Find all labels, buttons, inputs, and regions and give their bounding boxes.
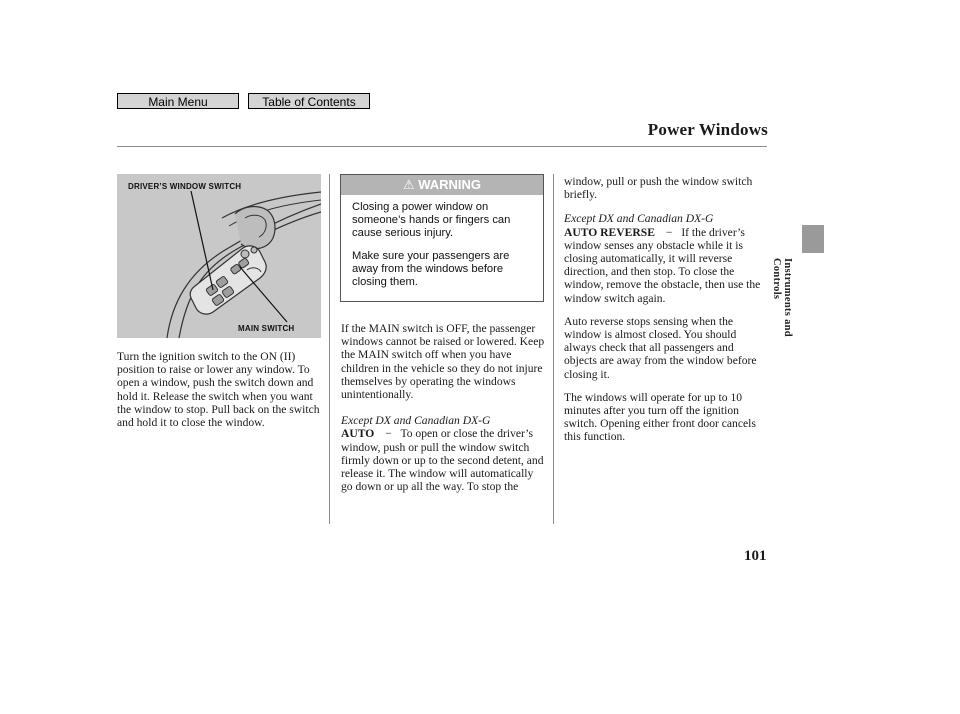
column-divider-left [329,174,330,524]
warning-text-2: Make sure your passengers are away from the windows before closing them. [352,250,510,288]
header-rule [117,146,767,147]
auto-text: To open or close the driver’s window, push or pull the window switch firmly down or up to the second detent, and release it. The window will automatically go down or up all the way. To stop the [341,427,544,494]
auto-reverse-paragraph [564,226,768,305]
timer-paragraph: The windows will operate for up to 10 minutes after you turn off the ignition switch. Opening either front door cancels this function. [564,390,756,444]
warning-text-1: Closing a power window on someone’s hands or fingers can cause serious injury. [352,201,511,239]
drivers-window-switch-label: DRIVER’S WINDOW SWITCH [128,182,242,191]
section-tab-marker [802,225,824,253]
auto-reverse-note: Auto reverse stops sensing when the window is almost closed. You should always check that all passengers and objects are away from the window before closing it. [564,314,757,381]
section-label: Instruments and Controls [771,258,793,337]
warning-header [341,175,543,195]
continuation-text: window, pull or push the window switch briefly. [564,175,753,202]
auto-reverse-dash: − [665,225,673,239]
column-2 [341,322,545,493]
main-switch-paragraph: If the MAIN switch is OFF, the passenger windows cannot be raised or lowered. Keep the MAIN switch off when you have children in the vehicle so they do not injure themselves by operating the windows unintentionally. [341,322,545,402]
warning-heading: WARNING [418,177,482,192]
auto-qualifier: Except DX and Canadian DX-G [341,414,491,428]
table-of-contents-button[interactable]: Table of Contents [248,93,370,109]
auto-reverse-text: If the driver’s window senses any obstacle while it is closing automatically, it will reverse direction, and then stop. To close the window, remove the obstacle, then use the window switch again. [564,225,761,305]
column-1 [117,350,322,429]
auto-heading: AUTO [341,427,375,441]
window-switch-illustration [117,174,321,338]
warning-triangle-icon: ⚠ [402,177,415,192]
column-divider-right [553,174,554,524]
warning-box [340,174,544,302]
warning-body [341,195,543,289]
door-panel-drawing [117,174,321,338]
page-number: 101 [744,548,767,564]
main-menu-button[interactable]: Main Menu [117,93,239,109]
auto-dash: − [385,427,392,441]
auto-reverse-qualifier: Except DX and Canadian DX-G [564,212,714,226]
auto-reverse-heading: AUTO REVERSE [564,225,655,239]
column-3 [564,175,768,444]
auto-paragraph [341,427,545,493]
page-title: Power Windows [647,120,768,139]
main-switch-label: MAIN SWITCH [238,324,295,333]
operation-paragraph: Turn the ignition switch to the ON (II) position to raise or lower any window. To open a window, push the switch down and hold it. Release the switch when you want the window to stop. Pull back on the switch and hold it to close the window. [117,350,320,430]
